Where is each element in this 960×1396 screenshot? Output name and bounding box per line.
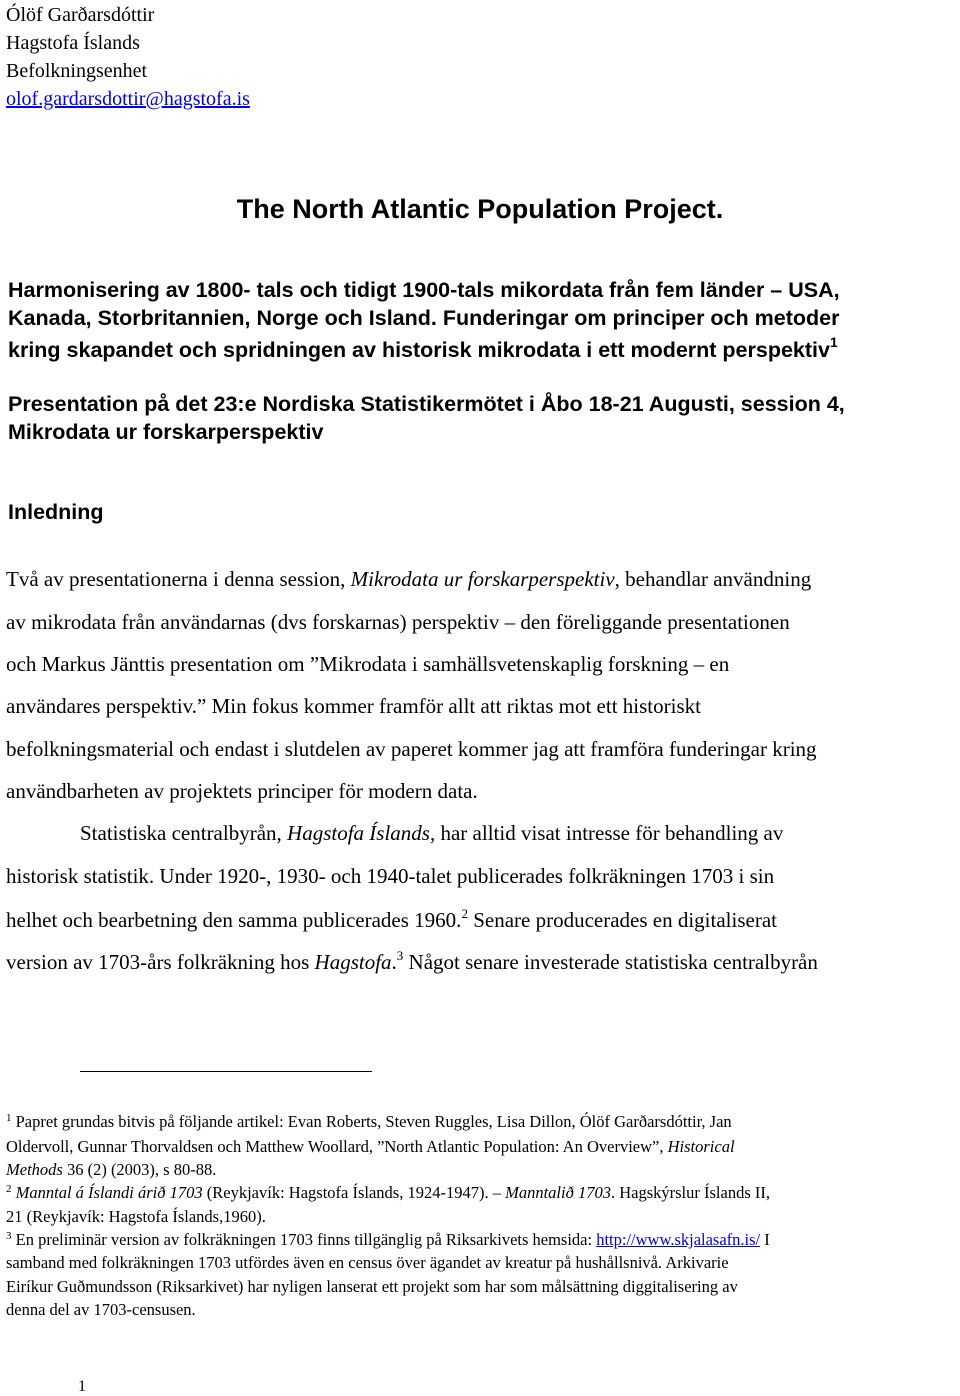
italic-text: Hagstofa [314, 950, 392, 974]
subtitle-line [8, 306, 839, 331]
text-run: Statistiska centralbyrån, [80, 821, 288, 845]
author-email-link[interactable]: olof.gardarsdottir@hagstofa.is [6, 88, 250, 110]
footnote-line [6, 1207, 266, 1227]
presentation-line [8, 392, 845, 417]
text-run: användbarheten av projektets principer för modern data. [6, 779, 478, 803]
text-run: Mikrodata ur forskarperspektiv [8, 420, 324, 444]
text-run: kring skapandet och spridningen av historisk mikrodata i ett modernt perspektiv [8, 338, 830, 362]
footnote-line [6, 1253, 729, 1273]
text-run: En preliminär version av folkräkningen 1703 finns tillgänglig på Riksarkivets hemsida: [11, 1230, 597, 1249]
footnote-line [6, 1160, 216, 1180]
body-line [6, 610, 790, 635]
italic-text: Mikrodata ur forskarperspektiv [350, 567, 615, 591]
footnote-line [6, 1112, 732, 1132]
text-run: , har alltid visat intresse för behandling av [429, 821, 784, 845]
text-run: Papret grundas bitvis på följande artikel: Evan Roberts, Steven Ruggles, Lisa Dillon, Ólöf Garðarsdóttir, Jan [11, 1112, 732, 1131]
text-run: och Markus Jänttis presentation om ”Mikrodata i samhällsvetenskaplig forskning – en [6, 652, 730, 676]
text-run: av mikrodata från användarnas (dvs forskarnas) perspektiv – den föreliggande presentationen [6, 610, 790, 634]
text-run: Oldervoll, Gunnar Thorvaldsen och Matthew Woollard, ”North Atlantic Population: An Overview”, [6, 1137, 668, 1156]
archive-link[interactable]: http://www.skjalasafn.is/ [596, 1230, 761, 1249]
text-run: 21 (Reykjavík: Hagstofa Íslands,1960). [6, 1207, 266, 1226]
text-run: användares perspektiv.” Min fokus kommer framför allt att riktas mot ett historiskt [6, 694, 701, 718]
text-run: Harmonisering av 1800- tals och tidigt 1900-tals mikordata från fem länder – USA, [8, 278, 840, 302]
body-line [6, 652, 729, 677]
author-name: Ólöf Garðarsdóttir [6, 4, 155, 26]
footnote-reference: 3 [396, 948, 404, 963]
text-run: . Hagskýrslur Íslands II, [610, 1183, 770, 1202]
footnote-marker: 1 [6, 1112, 12, 1124]
text-run: I [760, 1230, 770, 1249]
text-run: Kanada, Storbritannien, Norge och Island. Funderingar om principer och metoder [8, 306, 840, 330]
page-number: 1 [78, 1378, 86, 1395]
body-line [6, 779, 478, 804]
footnote-line [6, 1300, 196, 1320]
italic-text: Manntalið 1703 [505, 1183, 611, 1202]
body-line [80, 821, 783, 846]
text-run: , behandlar användning [614, 567, 812, 591]
text-run: Eiríkur Guðmundsson (Riksarkivet) har nyligen lanserat ett projekt som har som målsättning diggitalisering av [6, 1277, 738, 1296]
body-line [6, 737, 817, 762]
text-run: Två av presentationerna i denna session, [6, 567, 351, 591]
text-run: version av 1703-års folkräkning hos [6, 950, 315, 974]
subtitle-line [8, 334, 838, 363]
document-title: The North Atlantic Population Project. [236, 194, 724, 224]
footnote-reference: 1 [829, 334, 838, 350]
text-run: (Reykjavík: Hagstofa Íslands, 1924-1947). – [202, 1183, 506, 1202]
footnote-marker: 2 [6, 1183, 12, 1195]
footnote-line [6, 1183, 770, 1203]
footnote-line [6, 1277, 738, 1297]
text-run: denna del av 1703-censusen. [6, 1300, 196, 1319]
author-organization: Hagstofa Íslands [6, 32, 140, 54]
footnote-separator [80, 1071, 372, 1072]
footnote-line [6, 1230, 770, 1250]
body-line [6, 864, 774, 889]
text-run: Presentation på det 23:e Nordiska Statistikermötet i Åbo 18-21 Augusti, session 4, [8, 392, 845, 416]
body-line [6, 694, 701, 719]
footnote-line [6, 1137, 735, 1157]
italic-text: Manntal á Íslandi árið 1703 [15, 1183, 203, 1202]
presentation-line [8, 420, 323, 445]
italic-text: Methods [6, 1160, 63, 1179]
text-run: 36 (2) (2003), s 80-88. [62, 1160, 217, 1179]
text-run: helhet och bearbetning den samma publicerades 1960. [6, 908, 462, 932]
body-line [6, 906, 777, 933]
footnote-marker: 3 [6, 1230, 12, 1242]
italic-text: Hagstofa Íslands [287, 821, 430, 845]
text-run: befolkningsmaterial och endast i slutdelen av paperet kommer jag att framföra funderingar kring [6, 737, 817, 761]
text-run: Något senare investerade statistiska centralbyrån [403, 950, 818, 974]
italic-text: Historical [667, 1137, 735, 1156]
text-run: Senare producerades en digitaliserat [467, 908, 777, 932]
body-line [6, 567, 811, 592]
text-run: samband med folkräkningen 1703 utfördes även en census över ägandet av kreatur på hushållsnivå. Arkivarie [6, 1253, 729, 1272]
subtitle-line [8, 278, 840, 303]
text-run: . [391, 950, 397, 974]
text-run: historisk statistik. Under 1920-, 1930- och 1940-talet publicerades folkräkningen 1703 i sin [6, 864, 775, 888]
footnote-reference: 2 [461, 906, 468, 921]
author-unit: Befolkningsenhet [6, 60, 148, 82]
section-heading: Inledning [8, 500, 104, 524]
body-line [6, 948, 818, 975]
